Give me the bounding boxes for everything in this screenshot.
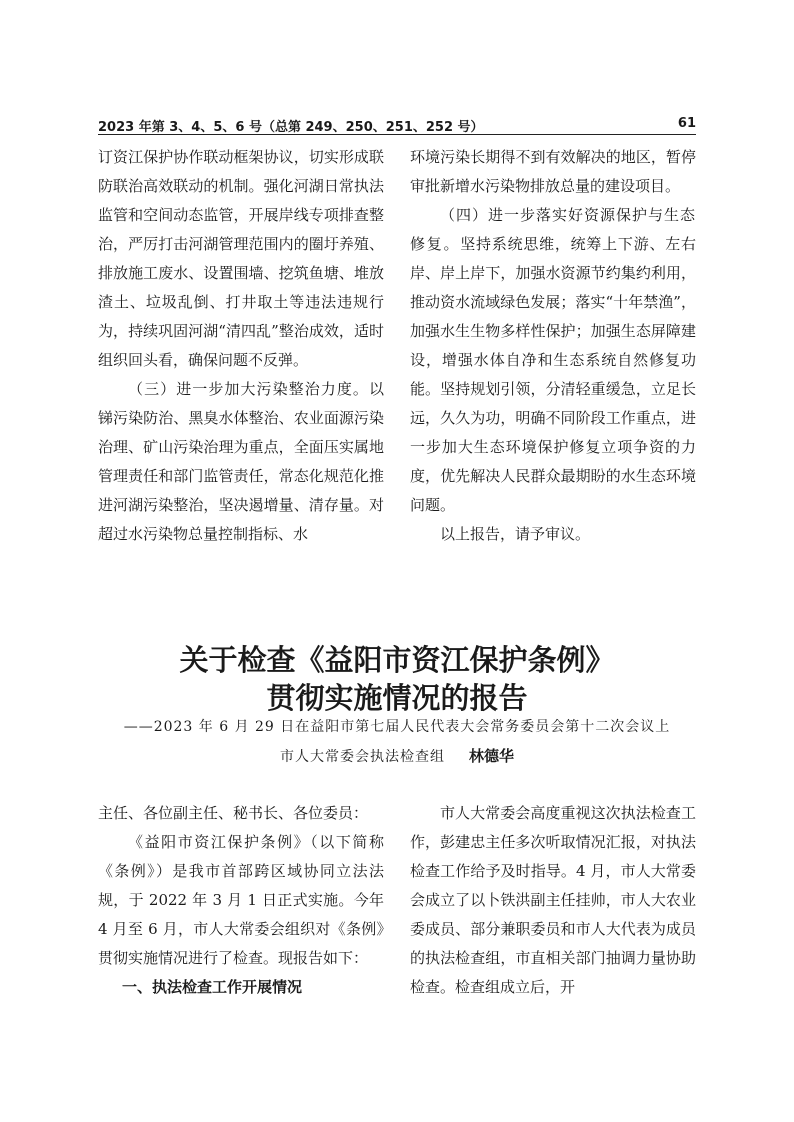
section-lead-four: （四）进一步落实好资源保护与生态修复。	[410, 206, 697, 253]
running-header	[98, 112, 696, 134]
continued-paragraph: 订资江保护协作联动框架协议，切实形成联防联治高效联动的机制。强化河湖日常执法监管和空间动态监管，开展岸线专项排查整治，严厉打击河湖管理范围内的圈圩养殖、排放施工废水、设置围墙、挖筑鱼塘、堆放渣土、垃圾乱倒、打井取土等违法违规行为，持续巩固河湖“清四乱”整治成效，适时组织回头看，确保问题不反弹。	[98, 148, 384, 369]
author-group: 市人大常委会执法检查组	[279, 749, 445, 765]
author-line	[0, 745, 794, 768]
bottom-left-column	[98, 799, 384, 1002]
section-heading-1: 一、执法检查工作开展情况	[122, 978, 303, 996]
salutation: 主任、各位副主任、秘书长、各位委员：	[98, 804, 369, 822]
paragraph-four	[410, 201, 696, 520]
page-number: 61	[677, 116, 696, 131]
top-right-column	[410, 143, 696, 549]
section-body-four: 坚持系统思维，统筹上下游、左右岸、岸上岸下，加强水资源节约集约利用，推动资水流域绿色发展；落实“十年禁渔”，加强水生生物多样性保护；加强生态屏障建设，增强水体自净和生态系统自然修复功能。坚持规划引领，分清轻重缓急，立足长远，久久为功，明确不同阶段工作重点，进一步加大生态环境保护修复立项争资的力度，优先解决人民群众最期盼的水生态环境问题。	[410, 235, 696, 514]
closing-line: 以上报告，请予审议。	[440, 525, 591, 543]
header-rule	[98, 134, 696, 135]
article-subtitle: ——2023 年 6 月 29 日在益阳市第七届人民代表大会常务委员会第十二次会议上	[123, 719, 671, 735]
author-name: 林德华	[468, 747, 514, 765]
article-title-line-2: 贯彻实施情况的报告	[266, 681, 528, 715]
intro-paragraph: 《益阳市资江保护条例》（以下简称《条例》）是我市首部跨区域协同立法法规，于 2022 年 3 月 1 日正式实施。今年 4 月至 6 月，市人大常委会组织对《条例》贯彻实施情况进行了检查。现报告如下：	[98, 833, 384, 967]
bottom-right-column	[410, 799, 696, 1002]
body-paragraph-right: 市人大常委会高度重视这次执法检查工作，彭建忠主任多次听取情况汇报，对执法检查工作给予及时指导。4 月，市人大常委会成立了以卜铁洪副主任挂帅，市人大农业委成员、部分兼职委员和市人大代表为成员的执法检查组，市直相关部门抽调力量协助检查。检查组成立后，开	[410, 804, 696, 996]
issue-info: 2023 年第 3、4、5、6 号（总第 249、250、251、252 号）	[98, 120, 484, 135]
section-lead-three: （三）进一步加大污染整治力度。	[128, 380, 369, 398]
article-title-line-1: 关于检查《益阳市资江保护条例》	[179, 643, 615, 677]
paragraph-three	[98, 375, 384, 549]
section-body-three: 以锑污染防治、黑臭水体整治、农业面源污染治理、矿山污染治理为重点，全面压实属地管理责任和部门监管责任，常态化规范化推进河湖污染整治，坚决遏增量、清存量。对超过水污染物总量控制指标、水	[98, 380, 384, 543]
top-left-column	[98, 143, 384, 549]
continued-paragraph-right: 环境污染长期得不到有效解决的地区，暂停审批新增水污染物排放总量的建设项目。	[410, 148, 696, 195]
